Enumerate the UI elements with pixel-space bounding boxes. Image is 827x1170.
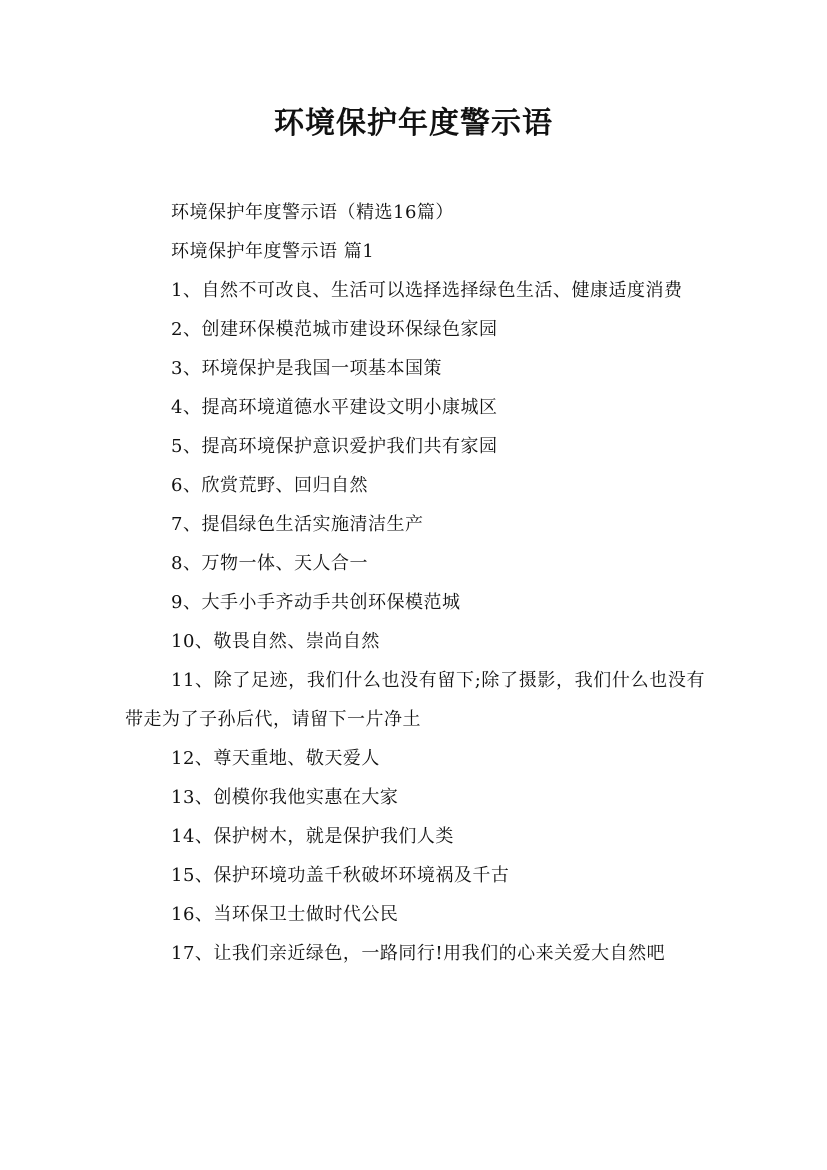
slogan-item-4: 4、提高环境道德水平建设文明小康城区 (171, 397, 498, 418)
slogan-item-6: 6、欣赏荒野、回归自然 (171, 475, 368, 496)
document-title: 环境保护年度警示语 (274, 106, 553, 141)
subtitle-paragraph: 环境保护年度警示语（精选16篇） (171, 202, 454, 223)
slogan-item-3: 3、环境保护是我国一项基本国策 (171, 358, 442, 379)
slogan-item-8: 8、万物一体、天人合一 (171, 553, 368, 574)
slogan-item-12: 12、尊天重地、敬天爱人 (171, 748, 380, 769)
slogan-item-17: 17、让我们亲近绿色，一路同行!用我们的心来关爱大自然吧 (171, 943, 666, 964)
slogan-item-15: 15、保护环境功盖千秋破坏环境祸及千古 (171, 865, 510, 886)
slogan-item-7: 7、提倡绿色生活实施清洁生产 (171, 514, 424, 535)
slogan-item-16: 16、当环保卫士做时代公民 (171, 904, 399, 925)
slogan-item-5: 5、提高环境保护意识爱护我们共有家园 (171, 436, 498, 457)
slogan-item-1: 1、自然不可改良、生活可以选择选择绿色生活、健康适度消费 (171, 280, 683, 301)
slogan-item-14: 14、保护树木，就是保护我们人类 (171, 826, 454, 847)
document-body (125, 193, 705, 973)
section-heading: 环境保护年度警示语 篇1 (171, 241, 375, 262)
slogan-item-9: 9、大手小手齐动手共创环保模范城 (171, 592, 461, 613)
slogan-item-2: 2、创建环保模范城市建设环保绿色家园 (171, 319, 498, 340)
slogan-item-10: 10、敬畏自然、崇尚自然 (171, 631, 380, 652)
slogan-item-13: 13、创模你我他实惠在大家 (171, 787, 399, 808)
slogan-item-11: 11、除了足迹，我们什么也没有留下;除了摄影，我们什么也没有带走为了子孙后代，请留下一片净土 (125, 670, 705, 730)
